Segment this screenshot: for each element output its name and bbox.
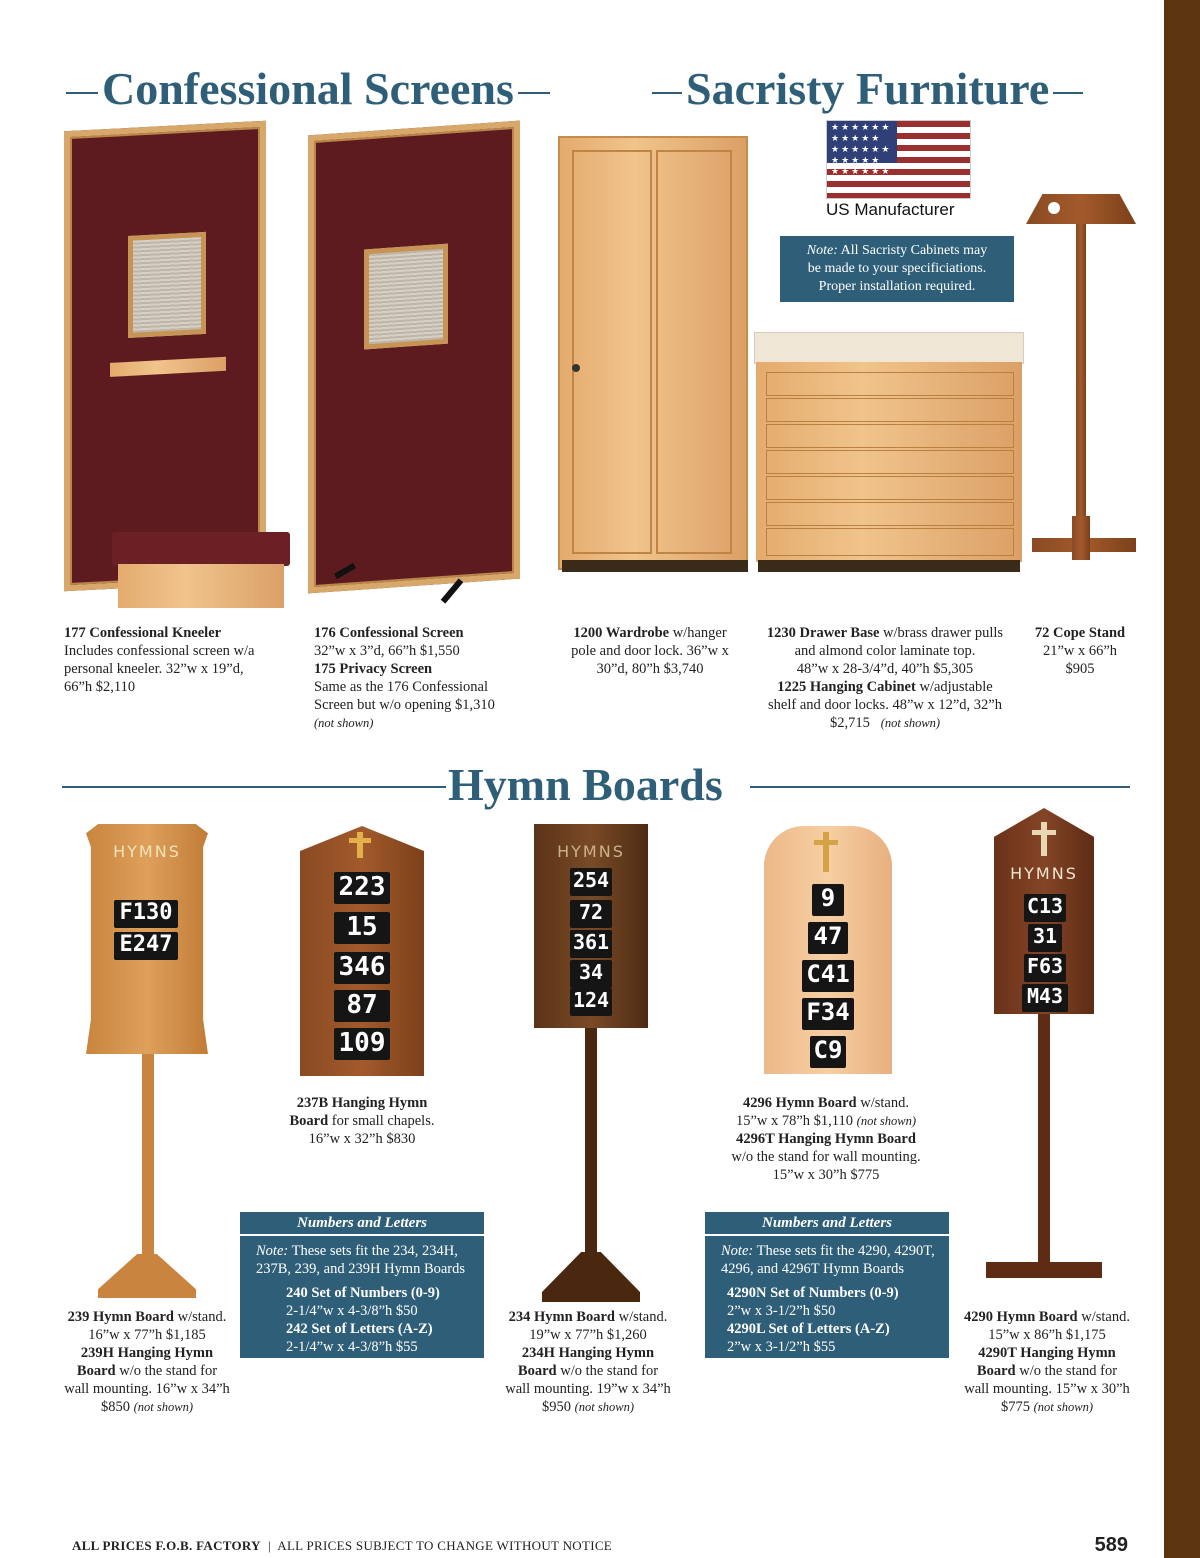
product-name-175: 175 Privacy Screen	[314, 661, 433, 677]
sacristy-note-box: Note: All Sacristy Cabinets may be made to your specificiations. Proper installation required.	[780, 236, 1014, 302]
set-242: 242 Set of Letters (A-Z)	[286, 1321, 433, 1337]
us-manufacturer-label: US Manufacturer	[826, 200, 955, 219]
hymn-card: 124	[570, 988, 612, 1016]
caption-237b: 237B Hanging Hymn Board for small chapels. 16”w x 32”h $830	[289, 1095, 435, 1147]
hymn-card: 72	[570, 900, 612, 928]
set-4290n: 4290N Set of Numbers (0-9)	[727, 1285, 899, 1301]
hymn-card: F34	[802, 998, 854, 1030]
kneeler-shelf	[110, 357, 226, 377]
hymn-board-239-image	[86, 824, 208, 1308]
caption-1200: 1200 Wardrobe w/hanger pole and door lock. 36”w x 30”d, 80”h $3,740	[571, 625, 729, 677]
product-name-4296t: 4296T Hanging Hymn Board	[736, 1131, 916, 1147]
product-name-234h: 234H Hanging Hymn	[521, 1345, 655, 1361]
confessional-screen-image	[308, 121, 520, 594]
hymn-rule-right	[750, 786, 1130, 788]
cope-stand-image	[1026, 194, 1146, 578]
hymn-board-4296-image	[764, 826, 892, 1074]
product-name-177: 177 Confessional Kneeler	[64, 625, 222, 641]
footer	[72, 1538, 612, 1554]
caption-177: 177 Confessional Kneeler Includes confessional screen w/a personal kneeler. 32”w x 19”d, 66”h $2,110	[64, 625, 255, 695]
drawer-base-top	[754, 332, 1024, 364]
hymn-card: C41	[802, 960, 854, 992]
product-name-4296: 4296 Hymn Board	[743, 1095, 857, 1111]
hymn-card: 361	[570, 930, 612, 958]
kneeler-step	[112, 532, 290, 616]
hymn-board-4290-image	[994, 808, 1094, 1284]
hymn-card: F130	[114, 900, 178, 928]
footer-notice: ALL PRICES SUBJECT TO CHANGE WITHOUT NOTICE	[277, 1538, 613, 1553]
hymn-card: 346	[334, 952, 390, 984]
hymn-card: 223	[334, 872, 390, 904]
caption-72: 72 Cope Stand 21”w x 66”h $905	[1034, 625, 1126, 677]
product-name-72: 72 Cope Stand	[1034, 625, 1126, 641]
product-name-234: 234 Hymn Board	[508, 1309, 615, 1325]
hymn-card: 47	[808, 922, 848, 954]
numbers-letters-box-1: Numbers and Letters Note: These sets fit the 234, 234H, 237B, 239, and 239H Hymn Boards 240 Set of Numbers (0-9) 2-1/4”w x 4-3/8”h $50 242 Set of Letters (A-Z) 2-1/4”w x 4-3/8”h $55	[240, 1212, 484, 1358]
product-name-1230: 1230 Drawer Base	[766, 625, 880, 641]
product-name-4290t: 4290T Hanging Hymn	[978, 1345, 1116, 1361]
caption-176: 176 Confessional Screen 32”w x 3”d, 66”h $1,550 175 Privacy Screen Same as the 176 Confessional Screen but w/o opening $1,310 (not shown)	[314, 625, 495, 730]
wardrobe-base	[562, 560, 748, 572]
note-label: Note:	[806, 243, 838, 258]
drawer-base-plinth	[758, 560, 1020, 572]
page-edge-bar	[1164, 0, 1200, 1558]
product-name-237b: 237B Hanging Hymn	[296, 1095, 428, 1111]
caption-1230: 1230 Drawer Base w/brass drawer pulls and almond color laminate top. 48”w x 28-3/4”d, 40”h $5,305 1225 Hanging Cabinet w/adjustable shelf and door locks. 48”w x 12”d, 32”h $2,715 (not shown)	[766, 625, 1004, 731]
product-name-176: 176 Confessional Screen	[314, 625, 464, 641]
hymns-label-4290: HYMNS	[1010, 864, 1078, 883]
hymns-label-239: HYMNS	[113, 842, 181, 861]
set-240: 240 Set of Numbers (0-9)	[286, 1285, 440, 1301]
page-number: 589	[1094, 1534, 1128, 1556]
cross-icon	[1041, 822, 1047, 856]
product-name-1200: 1200 Wardrobe	[573, 625, 670, 641]
hymn-card: 87	[334, 990, 390, 1022]
hymn-card: C9	[810, 1036, 846, 1068]
hymn-card: E247	[114, 932, 178, 960]
product-name-239: 239 Hymn Board	[67, 1309, 174, 1325]
hymn-card: C13	[1024, 894, 1066, 922]
hymn-board-234-image	[534, 824, 648, 1304]
product-name-239h: 239H Hanging Hymn	[80, 1345, 214, 1361]
hymn-card: 31	[1028, 924, 1062, 952]
numbers-letters-title: Numbers and Letters	[705, 1212, 949, 1236]
caption-234: 234 Hymn Board w/stand. 19”w x 77”h $1,260 234H Hanging Hymn Board w/o the stand for wall mounting. 19”w x 34”h $950 (not shown)	[505, 1309, 671, 1415]
hymn-rule-left	[62, 786, 446, 788]
caption-4290: 4290 Hymn Board w/stand. 15”w x 86”h $1,175 4290T Hanging Hymn Board w/o the stand for wall mounting. 15”w x 30”h $775 (not shown)	[964, 1309, 1130, 1415]
hymn-card: 9	[812, 884, 844, 916]
screen-feet	[334, 568, 474, 608]
hymn-card: F63	[1024, 954, 1066, 982]
hymn-card: 254	[570, 868, 612, 896]
footer-separator: |	[267, 1538, 271, 1553]
caption-239: 239 Hymn Board w/stand. 16”w x 77”h $1,185 239H Hanging Hymn Board w/o the stand for wall mounting. 16”w x 34”h $850 (not shown)	[64, 1309, 230, 1415]
hymn-board-237b-image	[300, 826, 424, 1076]
screen-window	[128, 232, 206, 338]
hymn-card: 34	[570, 960, 612, 988]
us-flag-icon: ★★★★★★ ★★★★★ ★★★★★★ ★★★★★ ★★★★★★	[826, 120, 971, 199]
screen-window-2	[364, 244, 448, 350]
drawer-base-image	[756, 362, 1022, 562]
wardrobe-image	[558, 136, 748, 570]
numbers-letters-box-2: Numbers and Letters Note: These sets fit the 4290, 4290T, 4296, and 4296T Hymn Boards 4290N Set of Numbers (0-9) 2”w x 3-1/2”h $50 4290L Set of Letters (A-Z) 2”w x 3-1/2”h $55	[705, 1212, 949, 1358]
confessional-kneeler-image	[64, 121, 266, 592]
hymn-card: M43	[1022, 984, 1068, 1012]
caption-4296: 4296 Hymn Board w/stand. 15”w x 78”h $1,110 (not shown) 4296T Hanging Hymn Board w/o the stand for wall mounting. 15”w x 30”h $775	[731, 1095, 921, 1183]
hymns-label-234: HYMNS	[557, 842, 625, 861]
product-name-4290: 4290 Hymn Board	[964, 1309, 1078, 1325]
cross-icon	[823, 832, 829, 872]
hymn-card: 109	[334, 1028, 390, 1060]
hymn-card: 15	[334, 912, 390, 944]
footer-fob: ALL PRICES F.O.B. FACTORY	[72, 1538, 261, 1553]
cross-icon	[357, 832, 363, 858]
hymn-heading: Hymn Boards	[448, 759, 723, 810]
confessional-heading: Confessional Screens	[62, 66, 554, 112]
numbers-letters-title: Numbers and Letters	[240, 1212, 484, 1236]
set-4290l: 4290L Set of Letters (A-Z)	[727, 1321, 890, 1337]
sacristy-heading: Sacristy Furniture	[648, 66, 1087, 112]
product-name-1225: 1225 Hanging Cabinet	[777, 679, 916, 695]
